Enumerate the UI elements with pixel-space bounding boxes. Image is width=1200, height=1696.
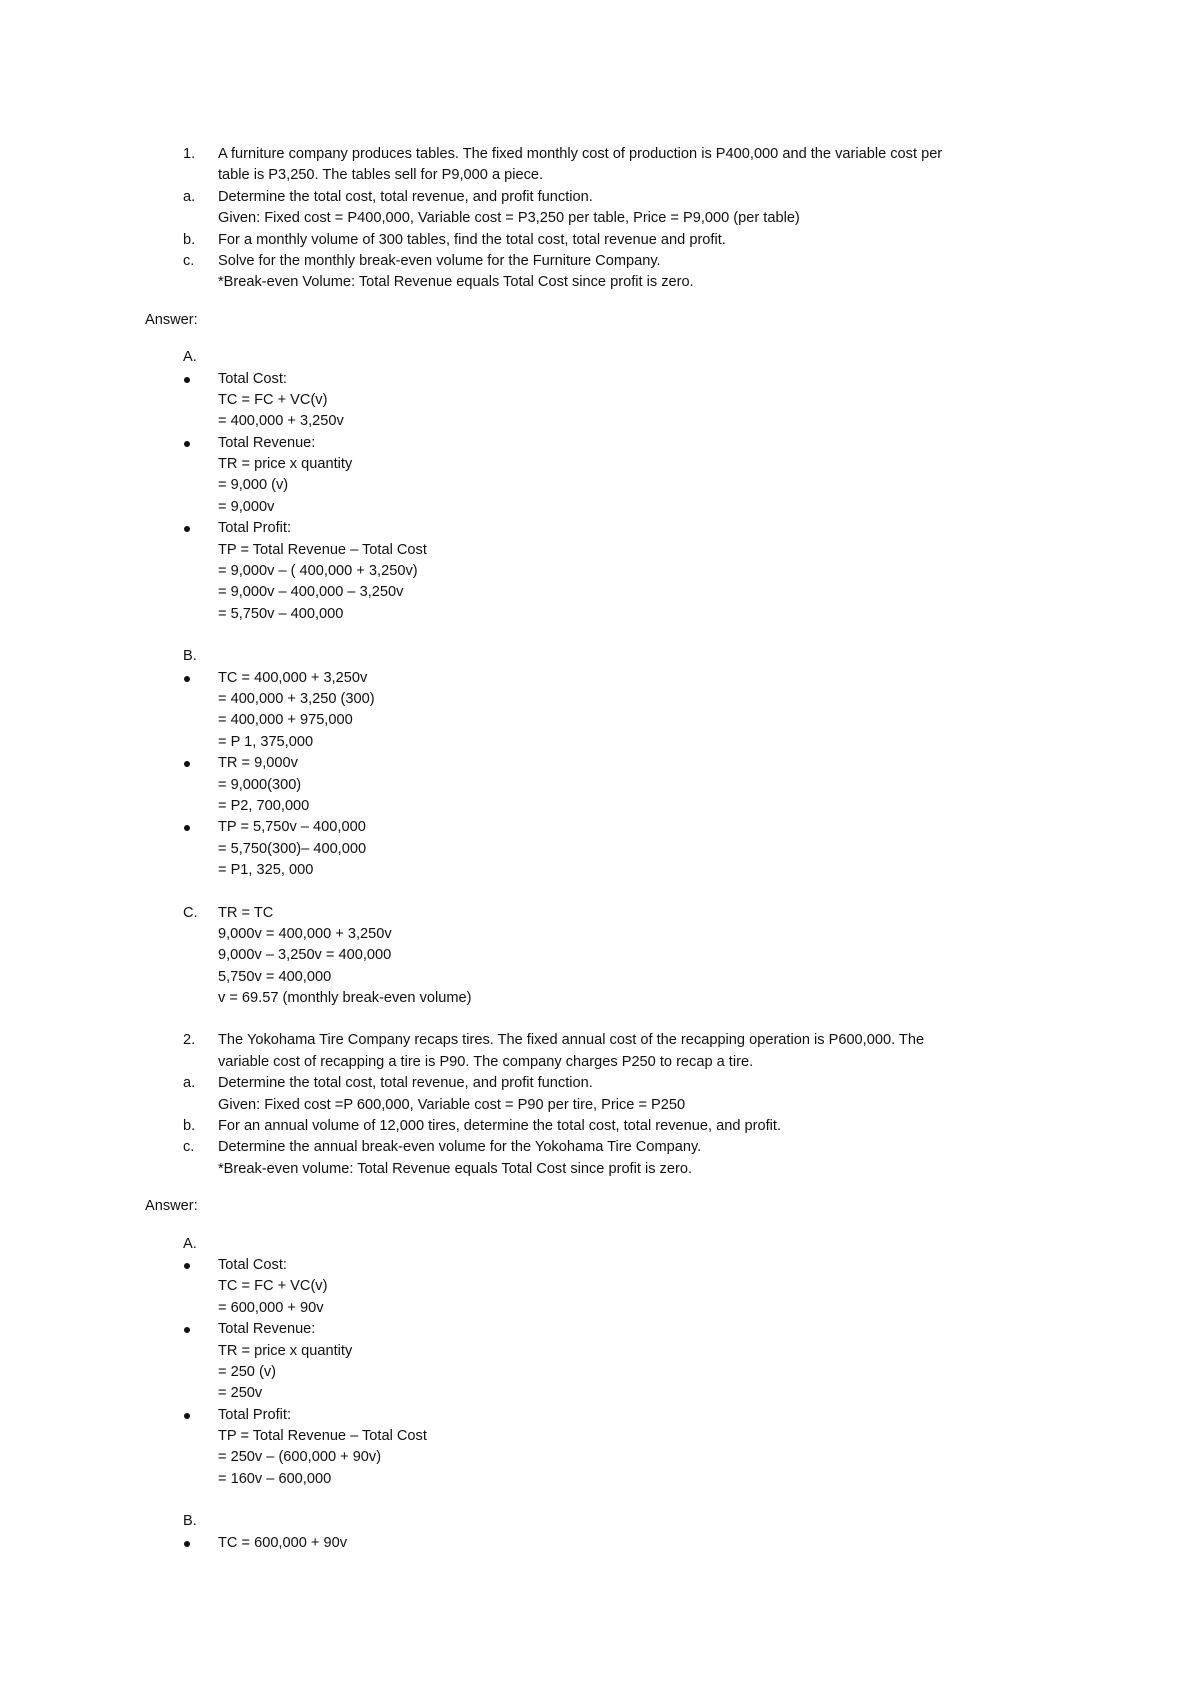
part-text: For an annual volume of 12,000 tires, determine the total cost, total revenue, and profit. xyxy=(218,1118,781,1135)
list-item xyxy=(145,518,1045,539)
step-text: TC = FC + VC(v) xyxy=(218,1278,328,1295)
step-line xyxy=(145,1341,1045,1362)
step-text: Total Profit: xyxy=(218,520,291,537)
step-text: Total Revenue: xyxy=(218,1321,316,1338)
step-line xyxy=(145,775,1045,796)
bullet-icon xyxy=(184,825,190,831)
bullet-icon xyxy=(184,1541,190,1547)
section-marker: B. xyxy=(183,648,197,665)
step-text: TR = price x quantity xyxy=(218,1342,353,1359)
step-text: = 5,750v – 400,000 xyxy=(218,605,344,622)
part-text: *Break-even Volume: Total Revenue equals Total Cost since profit is zero. xyxy=(218,274,694,291)
step-line xyxy=(145,1447,1045,1468)
step-text: = 400,000 + 3,250v xyxy=(218,413,344,430)
step-text: = 9,000v – 400,000 – 3,250v xyxy=(218,584,404,601)
bullet-icon xyxy=(184,526,190,532)
step-text: = 250v xyxy=(218,1385,263,1402)
section-marker: A. xyxy=(183,349,197,366)
question-number: 1. xyxy=(183,146,196,162)
step-text: = 250 (v) xyxy=(218,1363,276,1380)
step-line xyxy=(145,561,1045,582)
step-text: TP = Total Revenue – Total Cost xyxy=(218,1428,427,1445)
part-text: Given: Fixed cost =P 600,000, Variable cost = P90 per tire, Price = P250 xyxy=(218,1096,686,1113)
step-text: = 400,000 + 975,000 xyxy=(218,712,353,729)
part-marker: a. xyxy=(183,1075,196,1092)
list-item xyxy=(145,1405,1045,1426)
step-line xyxy=(145,860,1045,881)
step-text: TC = 400,000 + 3,250v xyxy=(218,669,368,686)
bullet-icon xyxy=(184,1413,190,1419)
list-item xyxy=(145,369,1045,390)
answer-1-section-c xyxy=(145,903,1045,924)
question-2-part-c xyxy=(145,1137,1045,1158)
step-line xyxy=(145,390,1045,411)
question-1-line xyxy=(145,165,1045,186)
step-text: TC = FC + VC(v) xyxy=(218,391,328,408)
step-line xyxy=(145,454,1045,475)
step-text: = P2, 700,000 xyxy=(218,797,310,814)
step-text: = 9,000v – ( 400,000 + 3,250v) xyxy=(218,563,418,580)
step-text: Total Profit: xyxy=(218,1406,291,1423)
step-line xyxy=(145,924,1045,945)
step-line xyxy=(145,540,1045,561)
answer-label: Answer: xyxy=(145,1198,198,1215)
step-line xyxy=(145,1383,1045,1404)
part-text: Determine the total cost, total revenue, and profit function. xyxy=(218,188,593,205)
step-text: TR = price x quantity xyxy=(218,456,353,473)
step-text: Total Cost: xyxy=(218,370,287,387)
step-text: 5,750v = 400,000 xyxy=(218,968,332,985)
step-text: 9,000v = 400,000 + 3,250v xyxy=(218,925,392,942)
step-text: v = 69.57 (monthly break-even volume) xyxy=(218,990,472,1007)
step-line xyxy=(145,710,1045,731)
question-1-part-a xyxy=(145,187,1045,208)
question-2-part-c-note xyxy=(145,1159,1045,1180)
step-text: = 9,000(300) xyxy=(218,776,302,793)
question-2-part-b xyxy=(145,1116,1045,1137)
part-marker: a. xyxy=(183,188,196,205)
part-text: Given: Fixed cost = P400,000, Variable cost = P3,250 per table, Price = P9,000 (per table) xyxy=(218,210,800,227)
step-text: = 9,000 (v) xyxy=(218,477,289,494)
section-marker: C. xyxy=(183,904,198,921)
list-item xyxy=(145,1255,1045,1276)
part-marker: b. xyxy=(183,1118,196,1135)
question-2-part-a xyxy=(145,1073,1045,1094)
step-line xyxy=(145,945,1045,966)
question-2-line xyxy=(145,1052,1045,1073)
step-line xyxy=(145,411,1045,432)
step-text: Total Cost: xyxy=(218,1256,287,1273)
question-text: table is P3,250. The tables sell for P9,000 a piece. xyxy=(218,167,544,184)
part-text: For a monthly volume of 300 tables, find the total cost, total revenue and profit. xyxy=(218,231,726,248)
answer-2-heading xyxy=(145,1196,1045,1217)
answer-1-section-b xyxy=(145,646,1045,667)
step-line xyxy=(145,796,1045,817)
part-text: Determine the total cost, total revenue, and profit function. xyxy=(218,1075,593,1092)
document-content xyxy=(145,144,1045,1554)
part-text: *Break-even volume: Total Revenue equals Total Cost since profit is zero. xyxy=(218,1160,693,1177)
step-text: 9,000v – 3,250v = 400,000 xyxy=(218,947,392,964)
answer-1-section-a xyxy=(145,347,1045,368)
step-line xyxy=(145,1362,1045,1383)
part-marker: b. xyxy=(183,231,196,248)
step-text: = 5,750(300)– 400,000 xyxy=(218,840,367,857)
list-item xyxy=(145,817,1045,838)
step-line xyxy=(145,967,1045,988)
question-2-part-a-given xyxy=(145,1095,1045,1116)
answer-label: Answer: xyxy=(145,311,198,328)
step-text: TP = Total Revenue – Total Cost xyxy=(218,541,427,558)
bullet-icon xyxy=(184,377,190,383)
bullet-icon xyxy=(184,1327,190,1333)
part-marker: c. xyxy=(183,1139,195,1156)
answer-1-heading xyxy=(145,310,1045,331)
question-1-part-c-note xyxy=(145,272,1045,293)
part-text: Solve for the monthly break-even volume for the Furniture Company. xyxy=(218,252,661,269)
step-text: = P 1, 375,000 xyxy=(218,733,314,750)
step-text: TP = 5,750v – 400,000 xyxy=(218,819,366,836)
step-line xyxy=(145,475,1045,496)
list-item xyxy=(145,433,1045,454)
question-1-part-c xyxy=(145,251,1045,272)
step-line xyxy=(145,689,1045,710)
step-text: Total Revenue: xyxy=(218,434,316,451)
bullet-icon xyxy=(184,441,190,447)
step-text: = 250v – (600,000 + 90v) xyxy=(218,1449,382,1466)
list-item xyxy=(145,1533,1045,1554)
part-marker: c. xyxy=(183,252,195,269)
step-text: TC = 600,000 + 90v xyxy=(218,1534,347,1551)
answer-2-section-a xyxy=(145,1234,1045,1255)
question-text: A furniture company produces tables. The fixed monthly cost of production is P400,000 and the variable cost per xyxy=(218,146,943,162)
step-line xyxy=(145,988,1045,1009)
list-item xyxy=(145,1319,1045,1340)
question-number: 2. xyxy=(183,1032,196,1049)
step-line xyxy=(145,1469,1045,1490)
step-text: = 400,000 + 3,250 (300) xyxy=(218,690,375,707)
bullet-icon xyxy=(184,1263,190,1269)
step-text: = 600,000 + 90v xyxy=(218,1299,324,1316)
answer-2-section-b xyxy=(145,1511,1045,1532)
step-line xyxy=(145,604,1045,625)
question-2-line xyxy=(145,1030,1045,1051)
step-text: = P1, 325, 000 xyxy=(218,862,314,879)
step-text: = 160v – 600,000 xyxy=(218,1470,332,1487)
step-line xyxy=(145,1276,1045,1297)
list-item xyxy=(145,668,1045,689)
step-text: TR = TC xyxy=(218,904,274,921)
step-line xyxy=(145,1298,1045,1319)
bullet-icon xyxy=(184,761,190,767)
step-line xyxy=(145,1426,1045,1447)
step-line xyxy=(145,732,1045,753)
question-text: variable cost of recapping a tire is P90. The company charges P250 to recap a tire. xyxy=(218,1053,754,1070)
step-line xyxy=(145,582,1045,603)
list-item xyxy=(145,753,1045,774)
question-1-part-b xyxy=(145,230,1045,251)
section-marker: A. xyxy=(183,1235,197,1252)
question-1-part-a-given xyxy=(145,208,1045,229)
step-line xyxy=(145,839,1045,860)
part-text: Determine the annual break-even volume for the Yokohama Tire Company. xyxy=(218,1139,702,1156)
question-1-line xyxy=(145,144,1045,165)
section-marker: B. xyxy=(183,1513,197,1530)
question-text: The Yokohama Tire Company recaps tires. The fixed annual cost of the recapping operation is P600,000. The xyxy=(218,1032,925,1049)
step-line xyxy=(145,497,1045,518)
step-text: TR = 9,000v xyxy=(218,755,298,772)
bullet-icon xyxy=(184,676,190,682)
step-text: = 9,000v xyxy=(218,498,275,515)
